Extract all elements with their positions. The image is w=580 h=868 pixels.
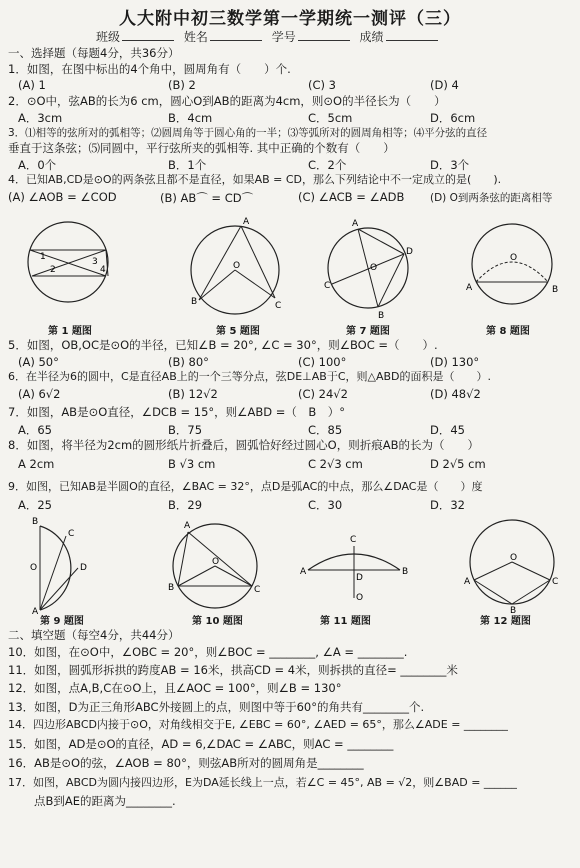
svg-text:O: O bbox=[356, 593, 364, 603]
caption-fig5: 第 5 题图 bbox=[216, 326, 260, 337]
svg-text:B: B bbox=[402, 567, 409, 577]
svg-text:C: C bbox=[68, 529, 75, 539]
caption-fig12: 第 12 题图 bbox=[480, 616, 531, 627]
q7-option-b: B．75 bbox=[168, 423, 203, 437]
question-3-line2: 垂直于这条弦；⑸同圆中，平行弦所夹的弧相等. 其中正确的个数有（ ） bbox=[8, 141, 395, 155]
q8-option-c: C 2√3 cm bbox=[308, 457, 363, 471]
q2-option-a: A．3cm bbox=[18, 111, 63, 125]
id-field[interactable] bbox=[298, 40, 350, 41]
score-field[interactable] bbox=[386, 40, 438, 41]
svg-text:A: A bbox=[300, 567, 307, 577]
q2-option-b: B．4cm bbox=[168, 111, 213, 125]
q5-option-a: (A) 50° bbox=[18, 355, 59, 369]
question-17-line2: 点B到AE的距离为________. bbox=[34, 794, 176, 808]
q3-option-b: B．1个 bbox=[168, 158, 207, 172]
figure-q11 bbox=[300, 528, 410, 608]
q9-option-c: C．30 bbox=[308, 498, 343, 512]
svg-text:B: B bbox=[168, 583, 175, 593]
svg-text:3: 3 bbox=[92, 257, 98, 267]
q6-option-b: (B) 12√2 bbox=[168, 387, 218, 401]
svg-text:2: 2 bbox=[50, 265, 56, 275]
q5-option-c: (C) 100° bbox=[298, 355, 347, 369]
svg-text:A: A bbox=[352, 219, 359, 229]
q8-option-d: D 2√5 cm bbox=[430, 457, 486, 471]
question-15: 15．如图，AD是⊙O的直径，AD = 6,∠DAC = ∠ABC，则AC = ________ bbox=[8, 737, 394, 751]
figure-q9 bbox=[30, 514, 90, 614]
class-field[interactable] bbox=[122, 40, 174, 41]
svg-text:D: D bbox=[406, 247, 413, 257]
caption-fig1: 第 1 题图 bbox=[48, 326, 92, 337]
svg-text:C: C bbox=[324, 281, 331, 291]
q3-option-d: D．3个 bbox=[430, 158, 470, 172]
svg-text:A: A bbox=[464, 577, 471, 587]
page-title: 人大附中初三数学第一学期统一测评（三） bbox=[119, 9, 461, 29]
q6-option-c: (C) 24√2 bbox=[298, 387, 348, 401]
question-10: 10．如图，在⊙O中，∠OBC = 20°，则∠BOC = ________, ∠A = ________. bbox=[8, 645, 408, 659]
svg-text:B: B bbox=[378, 311, 385, 321]
svg-text:A: A bbox=[32, 607, 39, 614]
q5-option-b: (B) 80° bbox=[168, 355, 209, 369]
figure-q12 bbox=[462, 514, 562, 614]
question-16: 16．AB是⊙O的弦，∠AOB = 80°，则弦AB所对的圆周角是________ bbox=[8, 756, 364, 770]
question-8: 8．如图，将半径为2cm的圆形纸片折叠后，圆弧恰好经过圆心O，则折痕AB的长为（ ） bbox=[8, 438, 479, 452]
q1-option-b: (B) 2 bbox=[168, 78, 196, 92]
section-choice-heading: 一、选择题（每题4分，共36分） bbox=[8, 46, 180, 60]
svg-text:D: D bbox=[80, 563, 87, 573]
q8-option-b: B √3 cm bbox=[168, 457, 216, 471]
svg-text:B: B bbox=[32, 517, 39, 527]
q6-option-d: (D) 48√2 bbox=[430, 387, 481, 401]
q4-option-b: (B) AB⌒ = CD⌒ bbox=[160, 191, 254, 205]
q6-option-a: (A) 6√2 bbox=[18, 387, 61, 401]
caption-fig11: 第 11 题图 bbox=[320, 616, 371, 627]
name-label: 姓名 bbox=[183, 30, 208, 44]
q1-option-d: (D) 4 bbox=[430, 78, 459, 92]
q7-option-d: D．45 bbox=[430, 423, 465, 437]
q7-option-a: A．65 bbox=[18, 423, 53, 437]
q9-option-b: B．29 bbox=[168, 498, 203, 512]
q9-option-d: D．32 bbox=[430, 498, 465, 512]
class-label: 班级 bbox=[96, 30, 121, 44]
q2-option-c: C．5cm bbox=[308, 111, 353, 125]
q4-option-c: (C) ∠ACB = ∠ADB bbox=[298, 190, 405, 204]
svg-text:O: O bbox=[212, 557, 220, 567]
question-5: 5．如图，OB,OC是⊙O的半径，已知∠B = 20°, ∠C = 30°，则∠BOC =（ ）. bbox=[8, 338, 438, 352]
student-info bbox=[96, 28, 444, 45]
q1-option-a: (A) 1 bbox=[18, 78, 46, 92]
svg-text:O: O bbox=[370, 263, 378, 273]
q8-option-a: A 2cm bbox=[18, 457, 55, 471]
question-6: 6．在半径为6的圆中，C是直径AB上的一个三等分点，弦DE⊥AB于C，则△ABD的面积是（ ）. bbox=[8, 370, 491, 383]
svg-text:D: D bbox=[356, 573, 363, 583]
svg-text:A: A bbox=[243, 217, 250, 227]
caption-fig7: 第 7 题图 bbox=[346, 326, 390, 337]
name-field[interactable] bbox=[210, 40, 262, 41]
svg-text:O: O bbox=[510, 253, 518, 263]
svg-text:A: A bbox=[466, 283, 473, 293]
question-4: 4．已知AB,CD是⊙O的两条弦且都不是直径，如果AB = CD，那么下列结论中不一定成立的是( ). bbox=[8, 173, 502, 186]
score-label: 成绩 bbox=[359, 30, 384, 44]
question-2: 2．⊙O中，弦AB的长为6 cm，圆心O到AB的距离为4cm，则⊙O的半径长为（ ） bbox=[8, 94, 446, 108]
question-14: 14．四边形ABCD内接于⊙O，对角线相交于E, ∠EBC = 60°, ∠AED = 65°，那么∠ADE = ________ bbox=[8, 718, 508, 731]
svg-text:C: C bbox=[275, 301, 282, 311]
q7-option-c: C．85 bbox=[308, 423, 343, 437]
q2-option-d: D．6cm bbox=[430, 111, 476, 125]
svg-text:A: A bbox=[184, 521, 191, 531]
question-9: 9．如图，已知AB是半圆O的直径，∠BAC = 32°，点D是弧AC的中点，那么∠DAC是（ ）度 bbox=[8, 480, 483, 493]
svg-text:C: C bbox=[552, 577, 559, 587]
figure-q8 bbox=[460, 212, 570, 312]
question-17-line1: 17．如图，ABCD为圆内接四边形，E为DA延长线上一点，若∠C = 45°, AB = √2，则∠BAD = ______ bbox=[8, 776, 517, 789]
svg-text:B: B bbox=[510, 606, 517, 614]
q1-option-c: (C) 3 bbox=[308, 78, 336, 92]
svg-text:B: B bbox=[191, 297, 198, 307]
caption-fig8: 第 8 题图 bbox=[486, 326, 530, 337]
caption-fig9: 第 9 题图 bbox=[40, 616, 84, 627]
q3-option-a: A．0个 bbox=[18, 158, 57, 172]
id-label: 学号 bbox=[271, 30, 296, 44]
question-11: 11．如图，圆弧形拆拱的跨度AB = 16米，拱高CD = 4米，则拆拱的直径= ________米 bbox=[8, 663, 458, 677]
figure-q7 bbox=[320, 212, 420, 322]
svg-text:O: O bbox=[233, 261, 241, 271]
question-12: 12．如图，点A,B,C在⊙O上，且∠AOC = 100°，则∠B = 130° bbox=[8, 681, 342, 695]
svg-text:1: 1 bbox=[40, 252, 46, 262]
figure-q10 bbox=[160, 514, 270, 614]
svg-text:B: B bbox=[552, 285, 559, 295]
q3-option-c: C．2个 bbox=[308, 158, 347, 172]
q5-option-d: (D) 130° bbox=[430, 355, 480, 369]
question-3-line1: 3．⑴相等的弦所对的弧相等；⑵圆周角等于圆心角的一半；⑶等弧所对的圆周角相等；⑷平分弦的直径 bbox=[8, 127, 488, 139]
svg-text:C: C bbox=[254, 585, 261, 595]
svg-text:O: O bbox=[510, 553, 518, 563]
question-1: 1．如图，在图中标出的4个角中，圆周角有（ ）个. bbox=[8, 62, 291, 76]
question-13: 13．如图，D为正三角形ABC外接圆上的点，则图中等于60°的角共有________个. bbox=[8, 700, 425, 714]
caption-fig10: 第 10 题图 bbox=[192, 616, 243, 627]
svg-text:O: O bbox=[30, 563, 38, 573]
section-fill-heading: 二、填空题（每空4分，共44分） bbox=[8, 628, 180, 642]
q4-option-d: (D) O到两条弦的距离相等 bbox=[430, 192, 553, 204]
figure-q5 bbox=[185, 212, 285, 322]
q9-option-a: A．25 bbox=[18, 498, 53, 512]
figure-q1 bbox=[10, 212, 130, 312]
question-7: 7．如图，AB是⊙O直径，∠DCB = 15°，则∠ABD =（ B ）° bbox=[8, 405, 346, 419]
q4-option-a: (A) ∠AOB = ∠COD bbox=[8, 190, 117, 204]
svg-text:C: C bbox=[350, 535, 357, 545]
svg-text:4: 4 bbox=[100, 265, 106, 275]
